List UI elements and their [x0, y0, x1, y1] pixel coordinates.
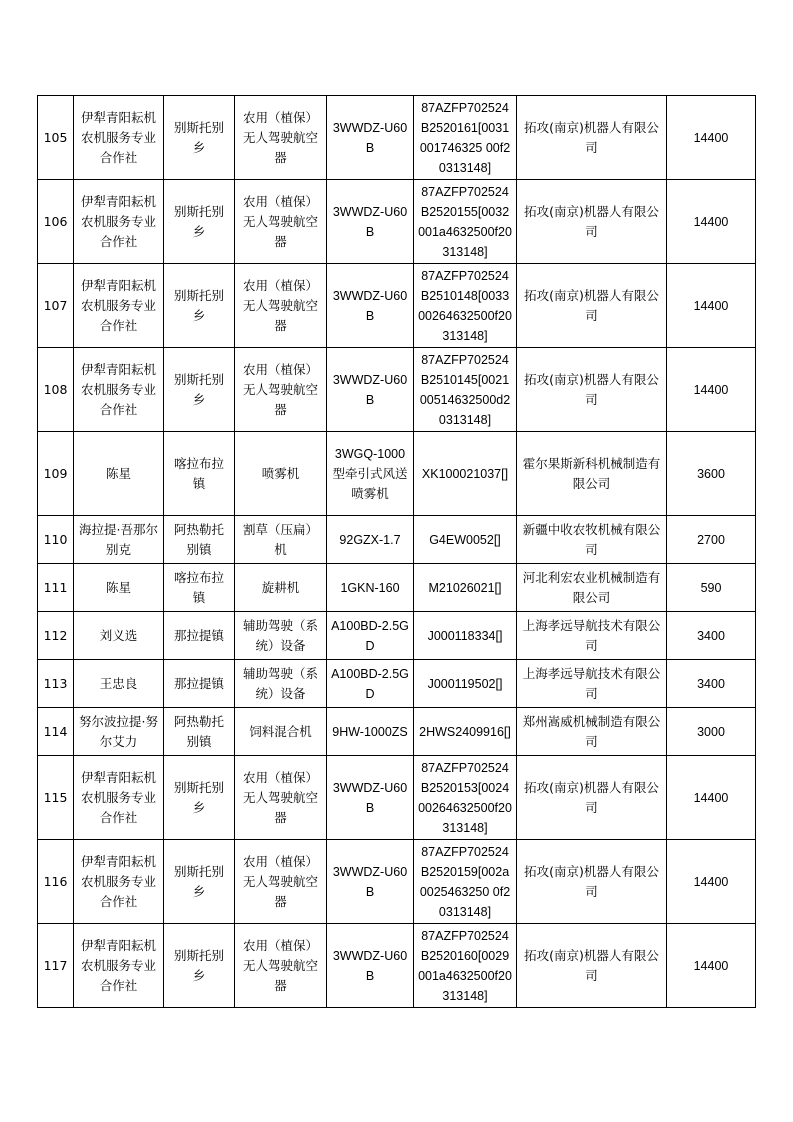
table-row: [38, 348, 756, 432]
subsidy-amount-cell: 14400: [667, 96, 756, 180]
owner-cell: 伊犁青阳耘机农机服务专业合作社: [74, 840, 164, 924]
table-row: [38, 516, 756, 564]
serial-number-cell: 87AZFP702524B2510145[002100514632500d20313148]: [414, 348, 517, 432]
serial-number-cell: 87AZFP702524B2520160[0029001a4632500f20313148]: [414, 924, 517, 1008]
manufacturer-cell: 拓攻(南京)机器人有限公司: [517, 264, 667, 348]
table-row: [38, 612, 756, 660]
table-row: [38, 264, 756, 348]
manufacturer-cell: 拓攻(南京)机器人有限公司: [517, 840, 667, 924]
town-cell: 别斯托别乡: [164, 264, 235, 348]
machine-type-cell: 农用（植保）无人驾驶航空器: [235, 348, 327, 432]
machine-type-cell: 农用（植保）无人驾驶航空器: [235, 756, 327, 840]
owner-cell: 努尔波拉提·努尔艾力: [74, 708, 164, 756]
row-number-cell: 112: [38, 612, 74, 660]
machine-type-cell: 农用（植保）无人驾驶航空器: [235, 264, 327, 348]
model-cell: A100BD-2.5GD: [327, 612, 414, 660]
model-cell: 3WWDZ-U60B: [327, 924, 414, 1008]
row-number-cell: 115: [38, 756, 74, 840]
subsidy-amount-cell: 14400: [667, 924, 756, 1008]
town-cell: 别斯托别乡: [164, 180, 235, 264]
row-number-cell: 113: [38, 660, 74, 708]
machine-type-cell: 割草（压扁）机: [235, 516, 327, 564]
owner-cell: 王忠良: [74, 660, 164, 708]
serial-number-cell: G4EW0052[]: [414, 516, 517, 564]
town-cell: 阿热勒托别镇: [164, 516, 235, 564]
town-cell: 喀拉布拉镇: [164, 564, 235, 612]
manufacturer-cell: 拓攻(南京)机器人有限公司: [517, 924, 667, 1008]
serial-number-cell: 87AZFP702524B2520159[002a0025463250 0f20313148]: [414, 840, 517, 924]
manufacturer-cell: 拓攻(南京)机器人有限公司: [517, 756, 667, 840]
model-cell: 3WGQ-1000 型牵引式风送喷雾机: [327, 432, 414, 516]
row-number-cell: 109: [38, 432, 74, 516]
table-row: [38, 840, 756, 924]
row-number-cell: 114: [38, 708, 74, 756]
town-cell: 别斯托别乡: [164, 348, 235, 432]
row-number-cell: 116: [38, 840, 74, 924]
subsidy-records-table: [37, 95, 756, 1008]
manufacturer-cell: 拓攻(南京)机器人有限公司: [517, 180, 667, 264]
machine-type-cell: 农用（植保）无人驾驶航空器: [235, 924, 327, 1008]
owner-cell: 伊犁青阳耘机农机服务专业合作社: [74, 348, 164, 432]
machine-type-cell: 农用（植保）无人驾驶航空器: [235, 96, 327, 180]
owner-cell: 刘义选: [74, 612, 164, 660]
serial-number-cell: J000118334[]: [414, 612, 517, 660]
serial-number-cell: J000119502[]: [414, 660, 517, 708]
manufacturer-cell: 上海孝远导航技术有限公司: [517, 612, 667, 660]
manufacturer-cell: 拓攻(南京)机器人有限公司: [517, 348, 667, 432]
row-number-cell: 110: [38, 516, 74, 564]
table-row: [38, 708, 756, 756]
owner-cell: 陈星: [74, 432, 164, 516]
table-row: [38, 564, 756, 612]
subsidy-amount-cell: 3400: [667, 612, 756, 660]
town-cell: 喀拉布拉镇: [164, 432, 235, 516]
machine-type-cell: 饲料混合机: [235, 708, 327, 756]
row-number-cell: 117: [38, 924, 74, 1008]
subsidy-amount-cell: 2700: [667, 516, 756, 564]
machine-type-cell: 辅助驾驶（系统）设备: [235, 612, 327, 660]
town-cell: 那拉提镇: [164, 660, 235, 708]
manufacturer-cell: 拓攻(南京)机器人有限公司: [517, 96, 667, 180]
serial-number-cell: 87AZFP702524B2510148[003300264632500f20313148]: [414, 264, 517, 348]
subsidy-amount-cell: 14400: [667, 756, 756, 840]
model-cell: 3WWDZ-U60B: [327, 756, 414, 840]
row-number-cell: 106: [38, 180, 74, 264]
manufacturer-cell: 新疆中收农牧机械有限公司: [517, 516, 667, 564]
town-cell: 别斯托别乡: [164, 756, 235, 840]
owner-cell: 伊犁青阳耘机农机服务专业合作社: [74, 180, 164, 264]
subsidy-amount-cell: 3600: [667, 432, 756, 516]
model-cell: 3WWDZ-U60B: [327, 96, 414, 180]
model-cell: 3WWDZ-U60B: [327, 840, 414, 924]
subsidy-amount-cell: 3000: [667, 708, 756, 756]
machine-type-cell: 喷雾机: [235, 432, 327, 516]
town-cell: 那拉提镇: [164, 612, 235, 660]
table-row: [38, 756, 756, 840]
model-cell: 3WWDZ-U60B: [327, 348, 414, 432]
model-cell: 9HW-1000ZS: [327, 708, 414, 756]
town-cell: 别斯托别乡: [164, 840, 235, 924]
model-cell: 3WWDZ-U60B: [327, 264, 414, 348]
table-row: [38, 924, 756, 1008]
town-cell: 别斯托别乡: [164, 924, 235, 1008]
model-cell: 92GZX-1.7: [327, 516, 414, 564]
machine-type-cell: 农用（植保）无人驾驶航空器: [235, 180, 327, 264]
table-row: [38, 180, 756, 264]
manufacturer-cell: 郑州嵩威机械制造有限公司: [517, 708, 667, 756]
subsidy-amount-cell: 14400: [667, 264, 756, 348]
owner-cell: 伊犁青阳耘机农机服务专业合作社: [74, 96, 164, 180]
serial-number-cell: 87AZFP702524B2520155[0032001a4632500f20313148]: [414, 180, 517, 264]
manufacturer-cell: 河北利宏农业机械制造有限公司: [517, 564, 667, 612]
machine-type-cell: 辅助驾驶（系统）设备: [235, 660, 327, 708]
serial-number-cell: 87AZFP702524B2520153[002400264632500f20313148]: [414, 756, 517, 840]
owner-cell: 陈星: [74, 564, 164, 612]
owner-cell: 海拉提·吾那尔别克: [74, 516, 164, 564]
subsidy-amount-cell: 14400: [667, 348, 756, 432]
serial-number-cell: XK100021037[]: [414, 432, 517, 516]
subsidy-amount-cell: 590: [667, 564, 756, 612]
table-body: [38, 96, 756, 1008]
table-row: [38, 660, 756, 708]
manufacturer-cell: 上海孝远导航技术有限公司: [517, 660, 667, 708]
owner-cell: 伊犁青阳耘机农机服务专业合作社: [74, 924, 164, 1008]
town-cell: 别斯托别乡: [164, 96, 235, 180]
subsidy-amount-cell: 14400: [667, 180, 756, 264]
machine-type-cell: 农用（植保）无人驾驶航空器: [235, 840, 327, 924]
serial-number-cell: 87AZFP702524B2520161[0031001746325 00f20313148]: [414, 96, 517, 180]
machine-type-cell: 旋耕机: [235, 564, 327, 612]
row-number-cell: 107: [38, 264, 74, 348]
model-cell: 3WWDZ-U60B: [327, 180, 414, 264]
owner-cell: 伊犁青阳耘机农机服务专业合作社: [74, 756, 164, 840]
owner-cell: 伊犁青阳耘机农机服务专业合作社: [74, 264, 164, 348]
table-row: [38, 96, 756, 180]
model-cell: A100BD-2.5GD: [327, 660, 414, 708]
subsidy-amount-cell: 3400: [667, 660, 756, 708]
row-number-cell: 108: [38, 348, 74, 432]
manufacturer-cell: 霍尔果斯新科机械制造有限公司: [517, 432, 667, 516]
serial-number-cell: M21026021[]: [414, 564, 517, 612]
model-cell: 1GKN-160: [327, 564, 414, 612]
row-number-cell: 105: [38, 96, 74, 180]
town-cell: 阿热勒托别镇: [164, 708, 235, 756]
subsidy-amount-cell: 14400: [667, 840, 756, 924]
table-row: [38, 432, 756, 516]
serial-number-cell: 2HWS2409916[]: [414, 708, 517, 756]
row-number-cell: 111: [38, 564, 74, 612]
